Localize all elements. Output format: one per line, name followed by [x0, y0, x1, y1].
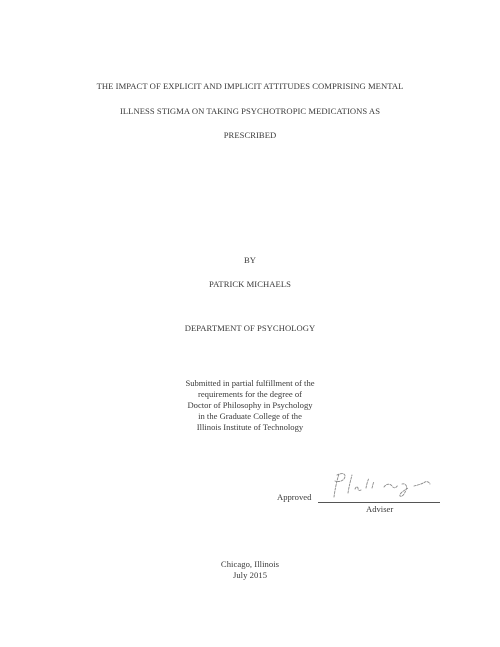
title-line-3: PRESCRIBED — [223, 130, 277, 140]
title-line-1: THE IMPACT OF EXPLICIT AND IMPLICIT ATTITUDES COMPRISING MENTAL — [96, 81, 404, 91]
by-label: BY — [243, 255, 257, 265]
submission-line-3: Doctor of Philosophy in Psychology — [187, 400, 313, 410]
submission-line-5: Illinois Institute of Technology — [196, 422, 304, 432]
author-name: PATRICK MICHAELS — [209, 279, 291, 289]
submission-line-1: Submitted in partial fulfillment of the — [185, 378, 315, 388]
submission-line-2: requirements for the degree of — [197, 389, 303, 399]
approval-block — [0, 470, 500, 520]
date: July 2015 — [232, 570, 268, 580]
adviser-label: Adviser — [366, 504, 394, 514]
submission-line-4: in the Graduate College of the — [198, 411, 302, 421]
title-line-2: ILLNESS STIGMA ON TAKING PSYCHOTROPIC MEDICATIONS AS — [119, 106, 381, 116]
signature-line — [318, 502, 440, 503]
adviser-signature — [326, 470, 438, 500]
department-name: DEPARTMENT OF PSYCHOLOGY — [184, 323, 316, 333]
submission-statement — [0, 378, 500, 433]
location: Chicago, Illinois — [220, 559, 280, 569]
approved-label: Approved — [277, 492, 312, 502]
